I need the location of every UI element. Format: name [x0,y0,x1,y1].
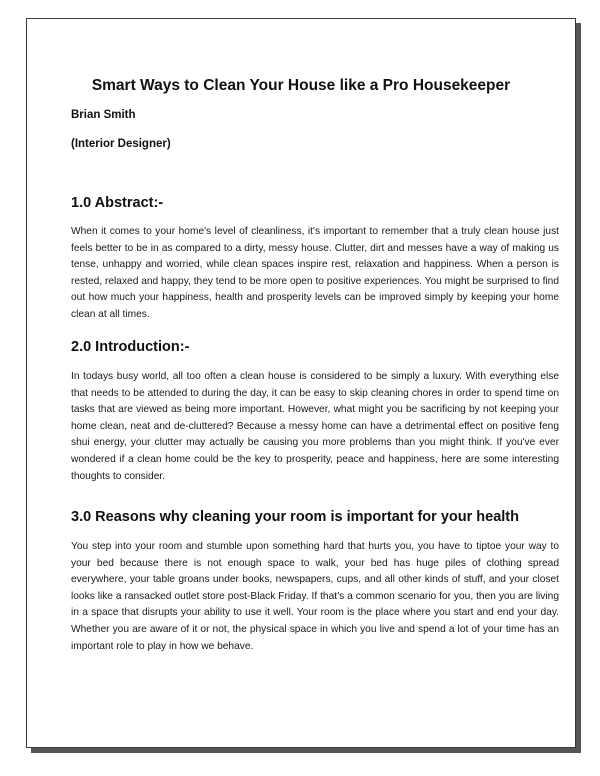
section-heading-introduction: 2.0 Introduction:- [71,339,190,355]
section-body-introduction: In todays busy world, all too often a clean house is considered to be simply a luxury. With everything else that needs to be attended to during the day, it can be easy to skip cleaning chores in order to spend time on tasks that are viewed as being more important. However, what might you be sacrificing by not keeping your home clean, neat and de-cluttered? Because a messy home can have a detrimental effect on positive feng shui energy, your clutter may actually be causing you more problems than you might think. If you've ever wondered if a clean home could be the key to prosperity, peace and happiness, here are some interesting thoughts to consider. [71,371,559,482]
document-page [26,18,576,748]
document-title: Smart Ways to Clean Your House like a Pro Housekeeper [91,77,511,94]
section-body-reasons: You step into your room and stumble upon something hard that hurts you, you have to tiptoe your way to your bed because there is not enough space to walk, your bed has huge piles of clothing spread everywhere, your table groans under books, newspapers, cups, and all other kinds of stuff, and your closet looks like a ransacked outlet store post-Black Friday. If that’s a common scenario for you, then you are living in a space that disrupts your ability to use it well. Your room is the place where you start and end your day. Whether you are aware of it or not, the physical space in which you live and spend a lot of your time has an important role to play in how we behave. [71,541,559,652]
author-name: Brian Smith [71,109,136,121]
author-role: (Interior Designer) [71,138,171,150]
section-body-abstract: When it comes to your home's level of cleanliness, it's important to remember that a truly clean house just feels better to be in as compared to a dirty, messy house. Clutter, dirt and messes have a way of making us tense, unhappy and worried, while clean spaces inspire rest, relaxation and happiness. When a person is rested, relaxed and happy, they tend to be more open to positive experiences. You might be surprised to find out how much your happiness, health and prosperity levels can be improved simply by keeping your home clean at all times. [71,226,559,320]
section-heading-abstract: 1.0 Abstract:- [71,195,164,211]
section-heading-reasons: 3.0 Reasons why cleaning your room is important for your health [71,509,519,525]
